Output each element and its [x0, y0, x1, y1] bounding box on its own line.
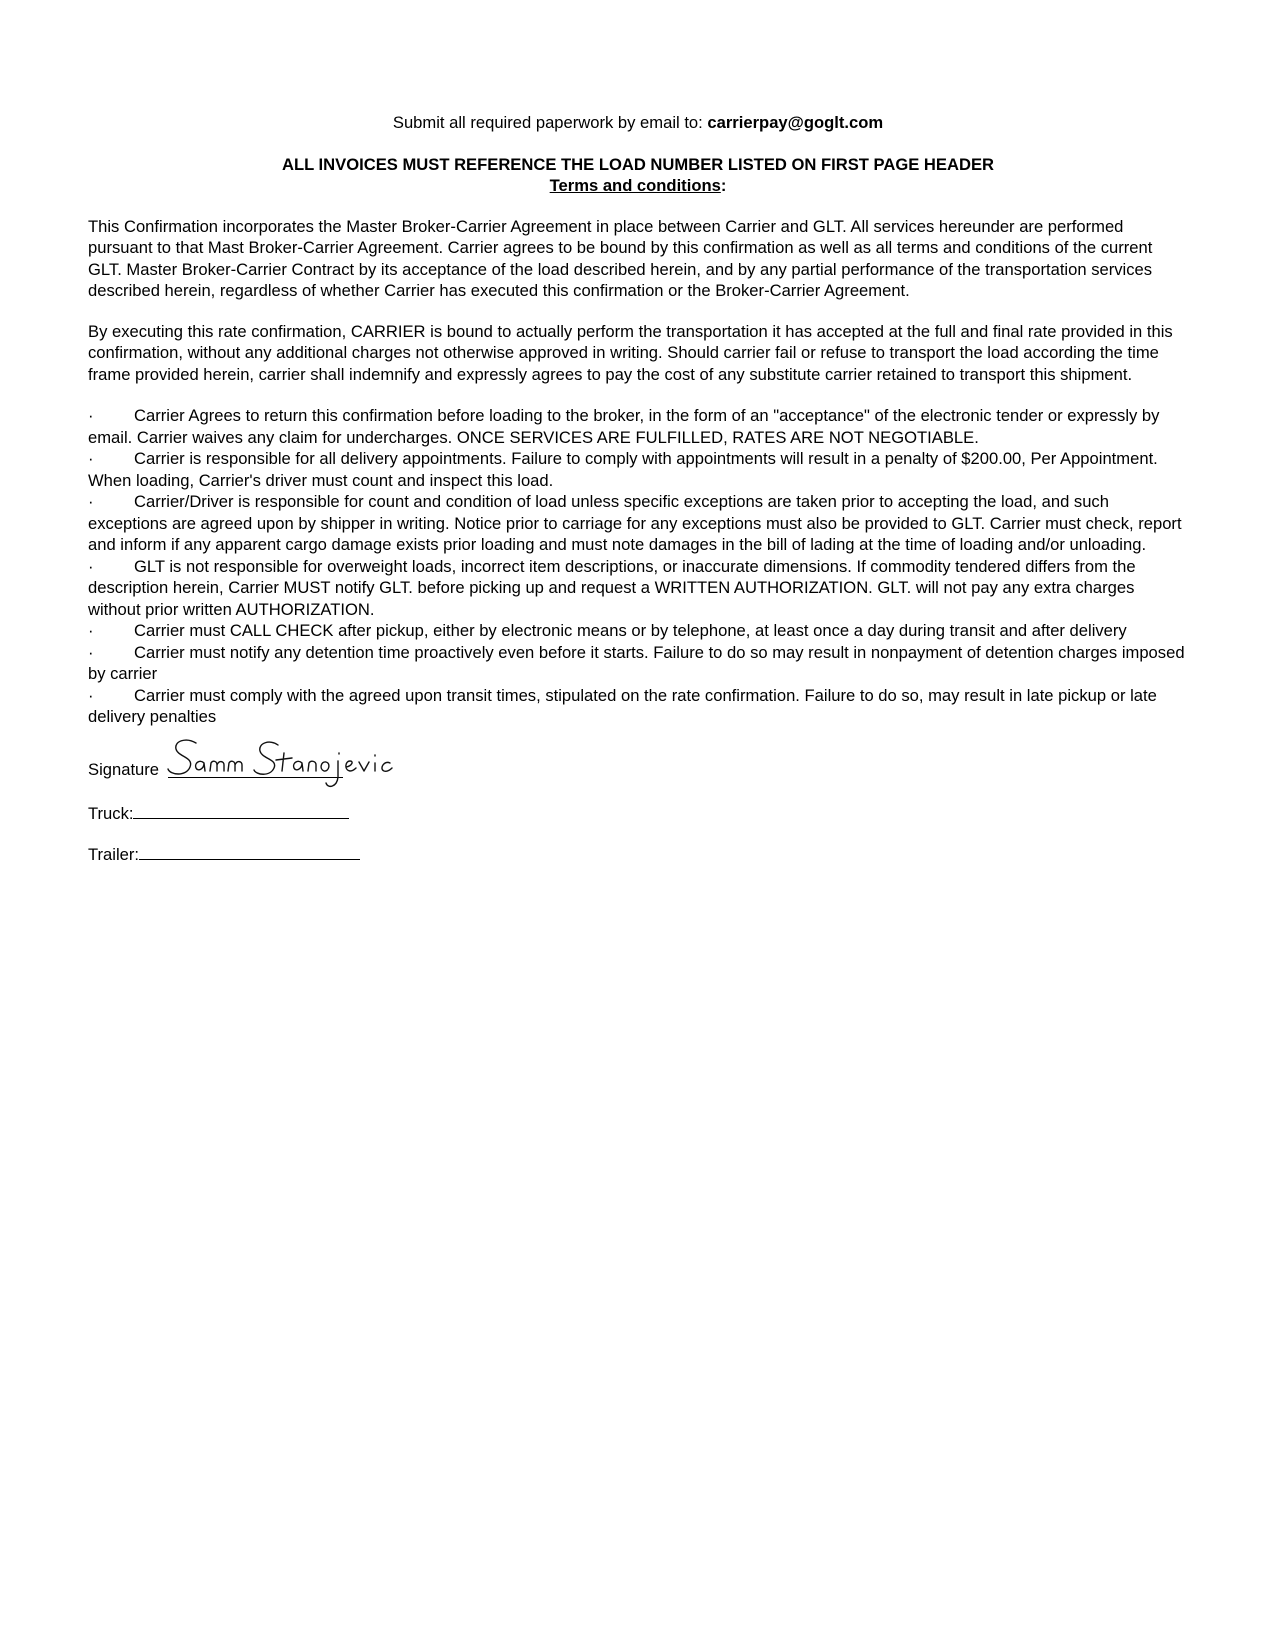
- trailer-label: Trailer:: [88, 845, 140, 864]
- bullet-text: Carrier must comply with the agreed upon transit times, stipulated on the rate confirmation. Failure to do so, may result in late pickup or late delivery penalties: [88, 685, 1157, 726]
- bullet-symbol: ·: [88, 406, 94, 425]
- paragraph-rate-confirmation: By executing this rate confirmation, CARRIER is bound to actually perform the transportation it has accepted at the full and final rate provided in this confirmation, without any additional charges not otherwise approved in writing. Should carrier fail or refuse to transport the load according the time frame provided herein, carrier shall indemnify and expressly agrees to pay the cost of any substitute carrier retained to transport this shipment.: [88, 321, 1173, 384]
- truck-field[interactable]: [88, 803, 1188, 825]
- list-item: [88, 685, 1188, 728]
- paragraph-agreement: This Confirmation incorporates the Master Broker-Carrier Agreement in place between Carrier and GLT. All services hereunder are performed pursuant to that Mast Broker-Carrier Agreement. Carrier agrees to be bound by this confirmation as well as all terms and conditions of the current GLT. Master Broker-Carrier Contract by its acceptance of the load described herein, and by any partial performance of the transportation services described herein, regardless of whether Carrier has executed this confirmation or the Broker-Carrier Agreement.: [88, 216, 1153, 300]
- bullet-symbol: ·: [88, 685, 94, 705]
- signature-row: [88, 749, 1188, 783]
- list-item: [88, 620, 1188, 642]
- submit-paperwork-line: [88, 112, 1188, 134]
- terms-heading: [88, 175, 1188, 197]
- terms-colon: :: [720, 176, 727, 195]
- list-item: [88, 556, 1188, 621]
- bullet-text: Carrier must CALL CHECK after pickup, either by electronic means or by telephone, at least once a day during transit and after delivery: [134, 621, 1127, 640]
- bullet-text: Carrier/Driver is responsible for count and condition of load unless specific exceptions are taken prior to accepting the load, and such exceptions are agreed upon by shipper in writing. Notice prior to carriage for any exceptions must also be provided to GLT. Carrier must check, report and inform if any apparent cargo damage exists prior loading and must note damages in the bill of lading at the time of loading and/or unloading.: [88, 492, 1182, 554]
- bullet-symbol: ·: [88, 621, 94, 640]
- list-item: [88, 642, 1188, 685]
- bullet-symbol: ·: [88, 642, 94, 662]
- signature-label: Signature: [88, 759, 160, 779]
- trailer-blank-line[interactable]: [139, 845, 360, 860]
- carrier-pay-email: carrierpay@goglt.com: [707, 113, 884, 132]
- bullet-symbol: ·: [88, 556, 94, 576]
- bullet-symbol: ·: [88, 492, 94, 511]
- trailer-field[interactable]: [88, 844, 1188, 866]
- truck-label: Truck:: [88, 803, 134, 823]
- bullet-text: Carrier is responsible for all delivery appointments. Failure to comply with appointments will result in a penalty of $200.00, Per Appointment. When loading, Carrier's driver must count and inspect this load.: [88, 449, 1158, 490]
- bullet-symbol: ·: [88, 449, 94, 468]
- document-content: [88, 112, 1188, 866]
- submit-text: Submit all required paperwork by email to:: [392, 113, 708, 132]
- bullet-text: Carrier must notify any detention time proactively even before it starts. Failure to do so may result in nonpayment of detention charges imposed by carrier: [88, 642, 1185, 683]
- terms-title: Terms and conditions: [549, 176, 721, 195]
- truck-blank-line[interactable]: [133, 804, 349, 819]
- list-item: [88, 405, 1188, 448]
- list-item: [88, 491, 1188, 556]
- handwritten-signature: [166, 733, 466, 793]
- list-item: [88, 448, 1188, 491]
- bullet-text: Carrier Agrees to return this confirmation before loading to the broker, in the form of an "acceptance" of the electronic tender or expressly by email. Carrier waives any claim for undercharges. ONCE SERVICES ARE FULFILLED, RATES ARE NOT NEGOTIABLE.: [88, 406, 1160, 447]
- bullet-text: GLT is not responsible for overweight loads, incorrect item descriptions, or inaccurate dimensions. If commodity tendered differs from the description herein, Carrier MUST notify GLT. before picking up and request a WRITTEN AUTHORIZATION. GLT. will not pay any extra charges without prior written AUTHORIZATION.: [88, 556, 1136, 619]
- terms-bullet-list: [88, 405, 1188, 728]
- invoice-notice: ALL INVOICES MUST REFERENCE THE LOAD NUMBER LISTED ON FIRST PAGE HEADER: [281, 154, 995, 174]
